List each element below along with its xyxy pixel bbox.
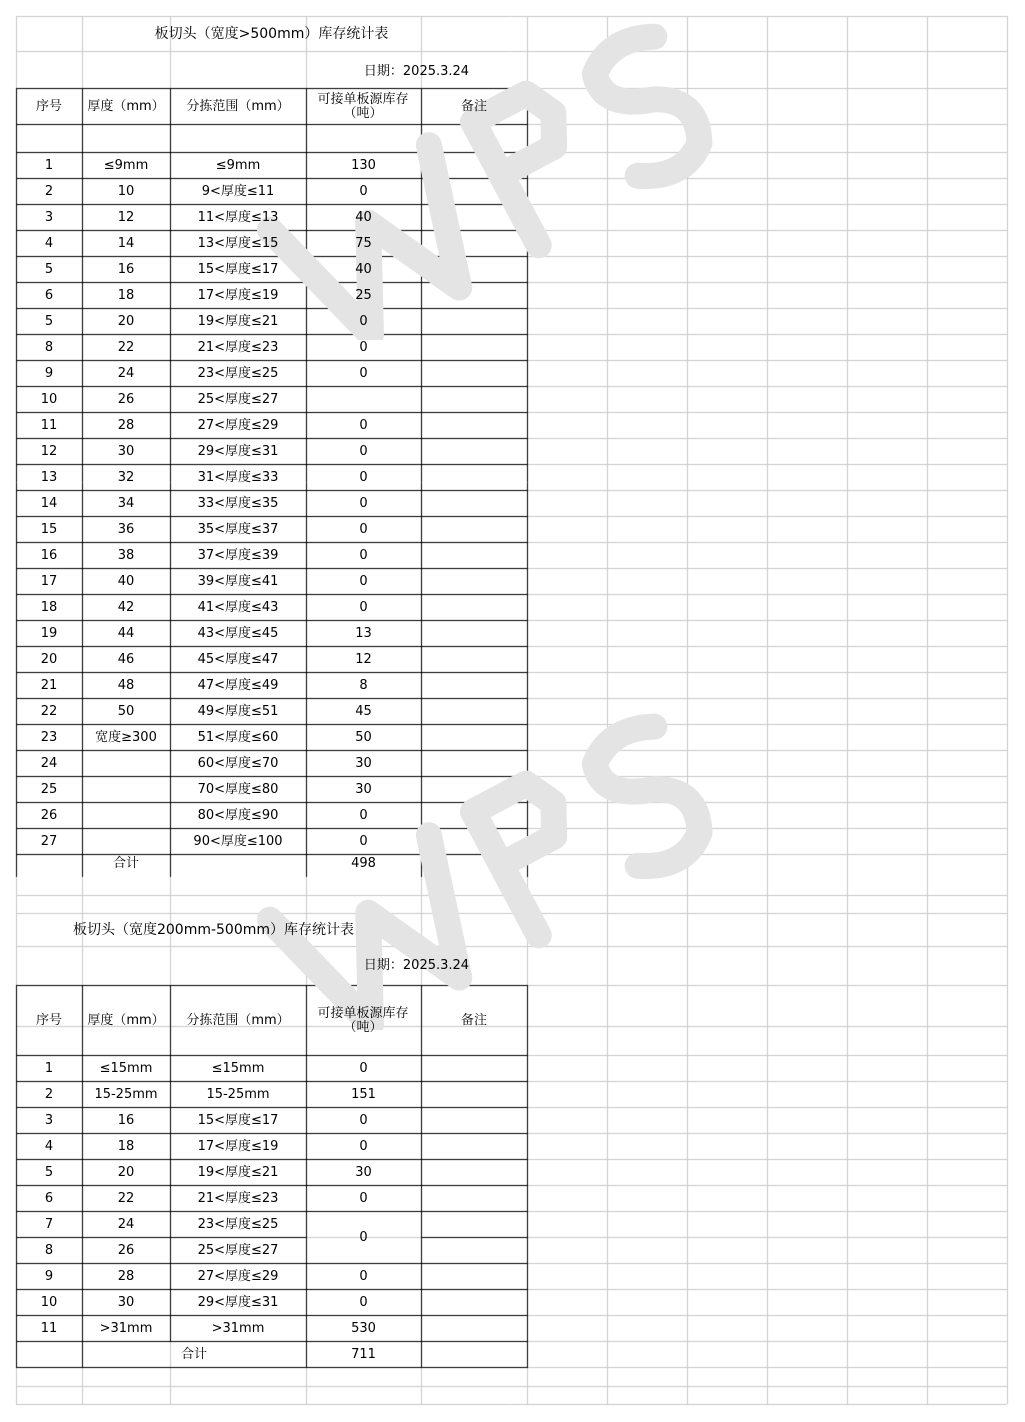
table2-cell-remarks[interactable] <box>421 1056 527 1082</box>
table1-cell-stock[interactable]: 0 <box>359 808 368 823</box>
table1-cell-range[interactable]: 41<厚度≤43 <box>197 600 279 615</box>
table1-cell-stock[interactable]: 0 <box>359 340 368 355</box>
table1-cell-thickness[interactable]: 40 <box>117 574 135 589</box>
table2-cell-thickness[interactable]: 28 <box>117 1269 135 1284</box>
table1-cell-thickness[interactable]: 48 <box>117 678 135 693</box>
table1-cell-thickness[interactable]: 34 <box>117 496 135 511</box>
table1-title[interactable]: 板切头（宽度>500mm）库存统计表 <box>154 26 389 42</box>
table1-cell-range[interactable]: 49<厚度≤51 <box>197 704 279 719</box>
table1-cell-stock[interactable]: 75 <box>355 236 372 251</box>
table1-cell-remarks[interactable] <box>421 751 527 777</box>
table2-total-value[interactable]: 711 <box>351 1347 376 1362</box>
table2-cell-range[interactable]: 15<厚度≤17 <box>197 1113 279 1128</box>
table2-total-label[interactable]: 合计 <box>180 1347 207 1362</box>
table1-cell-range[interactable]: 13<厚度≤15 <box>197 236 279 251</box>
table1-cell-stock[interactable]: 0 <box>359 600 368 615</box>
table1-cell-remarks[interactable] <box>421 491 527 517</box>
table1-cell-stock[interactable]: 0 <box>359 574 368 589</box>
table1-cell-remarks[interactable] <box>421 309 527 335</box>
table1-cell-index[interactable]: 4 <box>44 236 54 251</box>
table2-cell-stock[interactable]: 30 <box>355 1165 372 1180</box>
table1-cell-stock[interactable]: 12 <box>355 652 372 667</box>
table1-cell-index[interactable]: 2 <box>44 184 54 199</box>
table2-cell-stock[interactable]: 0 <box>359 1113 368 1128</box>
table2-cell-index[interactable]: 5 <box>44 1165 54 1180</box>
table1-cell-thickness[interactable]: 宽度≥300 <box>95 730 157 745</box>
table2-cell-range[interactable]: 17<厚度≤19 <box>197 1139 279 1154</box>
table1-header-index[interactable]: 序号 <box>35 98 62 114</box>
table1-cell-index[interactable]: 1 <box>44 158 54 173</box>
table1-cell-index[interactable]: 20 <box>40 652 58 667</box>
table1-cell-stock[interactable]: 0 <box>359 314 368 329</box>
table2-cell-thickness[interactable]: 26 <box>117 1243 135 1258</box>
table2-header-index[interactable]: 序号 <box>35 1012 62 1028</box>
table1-cell-remarks[interactable] <box>421 465 527 491</box>
table1-cell-remarks[interactable] <box>421 153 527 179</box>
table1-cell-index[interactable]: 8 <box>44 340 54 355</box>
table1-cell-index[interactable]: 14 <box>40 496 58 511</box>
table1-cell-index[interactable]: 25 <box>40 782 58 797</box>
table1-cell-range[interactable]: 47<厚度≤49 <box>197 678 279 693</box>
table1-cell-stock[interactable]: 40 <box>355 262 372 277</box>
table1-cell-stock[interactable]: 0 <box>359 496 368 511</box>
table1-cell-thickness[interactable]: 38 <box>117 548 135 563</box>
table1-cell-remarks[interactable] <box>421 699 527 725</box>
table1-cell-range[interactable]: 27<厚度≤29 <box>197 418 279 433</box>
table1-cell-index[interactable]: 10 <box>40 392 58 407</box>
table1-cell-index[interactable]: 19 <box>40 626 58 641</box>
table2-cell-index[interactable]: 11 <box>40 1321 58 1336</box>
table1-cell-remarks[interactable] <box>421 777 527 803</box>
table1-cell-index[interactable]: 11 <box>40 418 58 433</box>
table2-cell-stock[interactable]: 0 <box>359 1269 368 1284</box>
table1-cell-index[interactable]: 22 <box>40 704 58 719</box>
table1-cell-remarks[interactable] <box>421 621 527 647</box>
table1-cell-stock[interactable]: 30 <box>355 782 372 797</box>
table1-cell-index[interactable]: 9 <box>44 366 54 381</box>
table1-cell-thickness[interactable]: 12 <box>117 210 135 225</box>
table2-cell-range[interactable]: 27<厚度≤29 <box>197 1269 279 1284</box>
table1-header-range[interactable]: 分拣范围（mm） <box>186 98 290 114</box>
table1-cell-range[interactable]: 90<厚度≤100 <box>193 834 283 849</box>
table1-cell-stock[interactable]: 50 <box>355 730 372 745</box>
table2-cell-thickness[interactable]: 30 <box>117 1295 135 1310</box>
table2-cell-stock[interactable]: 151 <box>351 1087 376 1102</box>
table1-cell-thickness[interactable]: 26 <box>117 392 135 407</box>
table1-total-label[interactable]: 合计 <box>112 856 139 871</box>
table1-cell-remarks[interactable] <box>421 673 527 699</box>
table1-cell-range[interactable]: 11<厚度≤13 <box>197 210 279 225</box>
table2-cell-thickness[interactable]: ≤15mm <box>99 1061 153 1076</box>
table1-cell-thickness[interactable]: 18 <box>117 288 135 303</box>
table1-total-value[interactable]: 498 <box>351 856 376 871</box>
table2-cell-range[interactable]: 29<厚度≤31 <box>197 1295 279 1310</box>
table2-cell-remarks[interactable] <box>421 1290 527 1316</box>
table1-cell-index[interactable]: 18 <box>40 600 58 615</box>
table1-cell-stock[interactable]: 45 <box>355 704 372 719</box>
table1-cell-stock[interactable]: 0 <box>359 184 368 199</box>
table1-cell-thickness[interactable]: 24 <box>117 366 135 381</box>
table1-cell-remarks[interactable] <box>421 205 527 231</box>
table1-cell-remarks[interactable] <box>421 829 527 855</box>
table1-cell-thickness[interactable]: 10 <box>117 184 135 199</box>
table1-cell-remarks[interactable] <box>421 413 527 439</box>
table2-cell-remarks[interactable] <box>421 1160 527 1186</box>
table1-cell-range[interactable]: 70<厚度≤80 <box>197 782 279 797</box>
table1-cell-stock[interactable]: 8 <box>359 678 368 693</box>
table1-cell-stock[interactable]: 40 <box>355 210 372 225</box>
table1-cell-index[interactable]: 16 <box>40 548 58 563</box>
table1-header-remarks[interactable]: 备注 <box>460 98 487 114</box>
table1-cell-stock[interactable]: 0 <box>359 548 368 563</box>
table1-cell-thickness[interactable]: 16 <box>117 262 135 277</box>
table1-cell-thickness[interactable]: 50 <box>117 704 135 719</box>
table1-cell-remarks[interactable] <box>421 517 527 543</box>
table1-cell-stock[interactable]: 0 <box>359 444 368 459</box>
table1-cell-remarks[interactable] <box>421 803 527 829</box>
table2-cell-range[interactable]: 21<厚度≤23 <box>197 1191 279 1206</box>
table1-cell-remarks[interactable] <box>421 179 527 205</box>
table1-cell-remarks[interactable] <box>421 283 527 309</box>
table1-cell-index[interactable]: 15 <box>40 522 58 537</box>
table2-cell-range[interactable]: 25<厚度≤27 <box>197 1243 279 1258</box>
table2-header-stock[interactable]: 可接单板源库存（吨） <box>317 1005 409 1035</box>
table1-cell-thickness[interactable]: 20 <box>117 314 135 329</box>
table1-cell-thickness[interactable]: 14 <box>117 236 135 251</box>
table2-cell-stock[interactable]: 0 <box>359 1191 368 1206</box>
table1-cell-stock[interactable]: 0 <box>359 418 368 433</box>
table1-cell-remarks[interactable] <box>421 543 527 569</box>
table1-date[interactable]: 日期：2025.3.24 <box>363 64 470 79</box>
table2-cell-index[interactable]: 8 <box>44 1243 54 1258</box>
table1-cell-range[interactable]: 37<厚度≤39 <box>197 548 279 563</box>
table2-header-range[interactable]: 分拣范围（mm） <box>186 1012 290 1028</box>
table2-cell-range[interactable]: 15-25mm <box>206 1087 270 1102</box>
table2-cell-stock[interactable]: 0 <box>359 1139 368 1154</box>
table1-cell-range[interactable]: 21<厚度≤23 <box>197 340 279 355</box>
table2-cell-remarks[interactable] <box>421 1264 527 1290</box>
table2-cell-index[interactable]: 1 <box>44 1061 54 1076</box>
table2-cell-thickness[interactable]: 15-25mm <box>94 1087 158 1102</box>
table1-cell-stock[interactable]: 0 <box>359 470 368 485</box>
table1-cell-remarks[interactable] <box>421 647 527 673</box>
table2-cell-range[interactable]: ≤15mm <box>211 1061 265 1076</box>
table2-cell-thickness[interactable]: 22 <box>117 1191 135 1206</box>
table1-cell-thickness[interactable]: 30 <box>117 444 135 459</box>
table1-cell-index[interactable]: 6 <box>44 288 54 303</box>
table2-cell-index[interactable]: 4 <box>44 1139 54 1154</box>
table1-cell-range[interactable]: 25<厚度≤27 <box>197 392 279 407</box>
table1-cell-remarks[interactable] <box>421 231 527 257</box>
table1-cell-range[interactable]: 51<厚度≤60 <box>197 730 279 745</box>
table1-cell-thickness[interactable]: 42 <box>117 600 135 615</box>
table2-cell-stock[interactable]: 0 <box>359 1230 368 1245</box>
table1-cell-range[interactable]: 33<厚度≤35 <box>197 496 279 511</box>
table1-cell-remarks[interactable] <box>421 387 527 413</box>
table1-cell-stock[interactable]: 0 <box>359 366 368 381</box>
table1-cell-range[interactable]: 31<厚度≤33 <box>197 470 279 485</box>
table2-title[interactable]: 板切头（宽度200mm-500mm）库存统计表 <box>72 922 355 938</box>
table1-cell-remarks[interactable] <box>421 595 527 621</box>
table1-cell-index[interactable]: 26 <box>40 808 58 823</box>
table2-date[interactable]: 日期：2025.3.24 <box>363 958 470 973</box>
table2-cell-remarks[interactable] <box>421 1238 527 1264</box>
table2-cell-thickness[interactable]: 24 <box>117 1217 135 1232</box>
table1-cell-thickness[interactable]: 36 <box>117 522 135 537</box>
table1-cell-index[interactable]: 12 <box>40 444 58 459</box>
table2-header-thickness[interactable]: 厚度（mm） <box>87 1012 165 1028</box>
table1-cell-index[interactable]: 5 <box>44 262 54 277</box>
table1-cell-index[interactable]: 5 <box>44 314 54 329</box>
table1-cell-remarks[interactable] <box>421 361 527 387</box>
table2-cell-thickness[interactable]: >31mm <box>99 1321 153 1336</box>
table2-cell-remarks[interactable] <box>421 1082 527 1108</box>
table1-cell-range[interactable]: 29<厚度≤31 <box>197 444 279 459</box>
table1-cell-thickness[interactable]: 32 <box>117 470 135 485</box>
table2-cell-remarks[interactable] <box>421 1108 527 1134</box>
table2-header-remarks[interactable]: 备注 <box>460 1012 487 1028</box>
table2-cell-remarks[interactable] <box>421 1186 527 1212</box>
table1-cell-range[interactable]: 23<厚度≤25 <box>197 366 279 381</box>
table1-cell-stock[interactable]: 0 <box>359 522 368 537</box>
table1-cell-remarks[interactable] <box>421 439 527 465</box>
table1-cell-remarks[interactable] <box>421 257 527 283</box>
table1-cell-range[interactable]: ≤9mm <box>215 158 261 173</box>
table1-cell-range[interactable]: 35<厚度≤37 <box>197 522 279 537</box>
table1-cell-index[interactable]: 23 <box>40 730 58 745</box>
table1-cell-remarks[interactable] <box>421 335 527 361</box>
table1-cell-thickness[interactable]: ≤9mm <box>103 158 149 173</box>
table2-cell-index[interactable]: 6 <box>44 1191 54 1206</box>
table1-cell-range[interactable]: 45<厚度≤47 <box>197 652 279 667</box>
table1-cell-remarks[interactable] <box>421 569 527 595</box>
table1-cell-stock[interactable] <box>306 387 421 413</box>
table1-cell-stock[interactable]: 13 <box>355 626 372 641</box>
table1-cell-index[interactable]: 27 <box>40 834 58 849</box>
table2-cell-range[interactable]: 23<厚度≤25 <box>197 1217 279 1232</box>
table2-cell-stock[interactable]: 0 <box>359 1061 368 1076</box>
table2-cell-index[interactable]: 2 <box>44 1087 54 1102</box>
table1-cell-range[interactable]: 9<厚度≤11 <box>201 184 275 199</box>
table1-cell-range[interactable]: 39<厚度≤41 <box>197 574 279 589</box>
table1-cell-thickness[interactable] <box>82 751 170 777</box>
table1-cell-thickness[interactable]: 22 <box>117 340 135 355</box>
table1-cell-thickness[interactable] <box>82 803 170 829</box>
table1-cell-index[interactable]: 21 <box>40 678 58 693</box>
table2-cell-thickness[interactable]: 20 <box>117 1165 135 1180</box>
table2-cell-remarks[interactable] <box>421 1212 527 1238</box>
table2-cell-thickness[interactable]: 16 <box>117 1113 135 1128</box>
table2-cell-range[interactable]: >31mm <box>211 1321 265 1336</box>
table2-cell-index[interactable]: 10 <box>40 1295 58 1310</box>
table1-cell-index[interactable]: 24 <box>40 756 58 771</box>
table2-cell-remarks[interactable] <box>421 1316 527 1342</box>
table1-cell-index[interactable]: 17 <box>40 574 58 589</box>
table1-cell-thickness[interactable] <box>82 777 170 803</box>
table2-cell-thickness[interactable]: 18 <box>117 1139 135 1154</box>
table1-cell-thickness[interactable]: 28 <box>117 418 135 433</box>
table2-cell-range[interactable]: 19<厚度≤21 <box>197 1165 279 1180</box>
table1-cell-range[interactable]: 15<厚度≤17 <box>197 262 279 277</box>
table1-cell-range[interactable]: 19<厚度≤21 <box>197 314 279 329</box>
table1-cell-thickness[interactable]: 46 <box>117 652 135 667</box>
table1-cell-range[interactable]: 43<厚度≤45 <box>197 626 279 641</box>
table1-header-thickness[interactable]: 厚度（mm） <box>87 98 165 114</box>
table2-cell-stock[interactable]: 0 <box>359 1295 368 1310</box>
table1-cell-range[interactable]: 80<厚度≤90 <box>197 808 279 823</box>
table1-cell-range[interactable]: 17<厚度≤19 <box>197 288 279 303</box>
table1-header-stock[interactable]: 可接单板源库存（吨） <box>317 91 409 121</box>
table1-cell-stock[interactable]: 30 <box>355 756 372 771</box>
table1-cell-stock[interactable]: 25 <box>355 288 372 303</box>
table1-cell-range[interactable]: 60<厚度≤70 <box>197 756 279 771</box>
table1-cell-stock[interactable]: 0 <box>359 834 368 849</box>
table2-cell-remarks[interactable] <box>421 1134 527 1160</box>
table1-cell-thickness[interactable]: 44 <box>117 626 135 641</box>
table1-cell-remarks[interactable] <box>421 725 527 751</box>
table2-cell-stock[interactable]: 530 <box>351 1321 376 1336</box>
table2-cell-index[interactable]: 9 <box>44 1269 54 1284</box>
table2-cell-index[interactable]: 7 <box>44 1217 54 1232</box>
table1-cell-index[interactable]: 13 <box>40 470 58 485</box>
table2-cell-index[interactable]: 3 <box>44 1113 54 1128</box>
table1-cell-index[interactable]: 3 <box>44 210 54 225</box>
table1-cell-stock[interactable]: 130 <box>351 158 376 173</box>
